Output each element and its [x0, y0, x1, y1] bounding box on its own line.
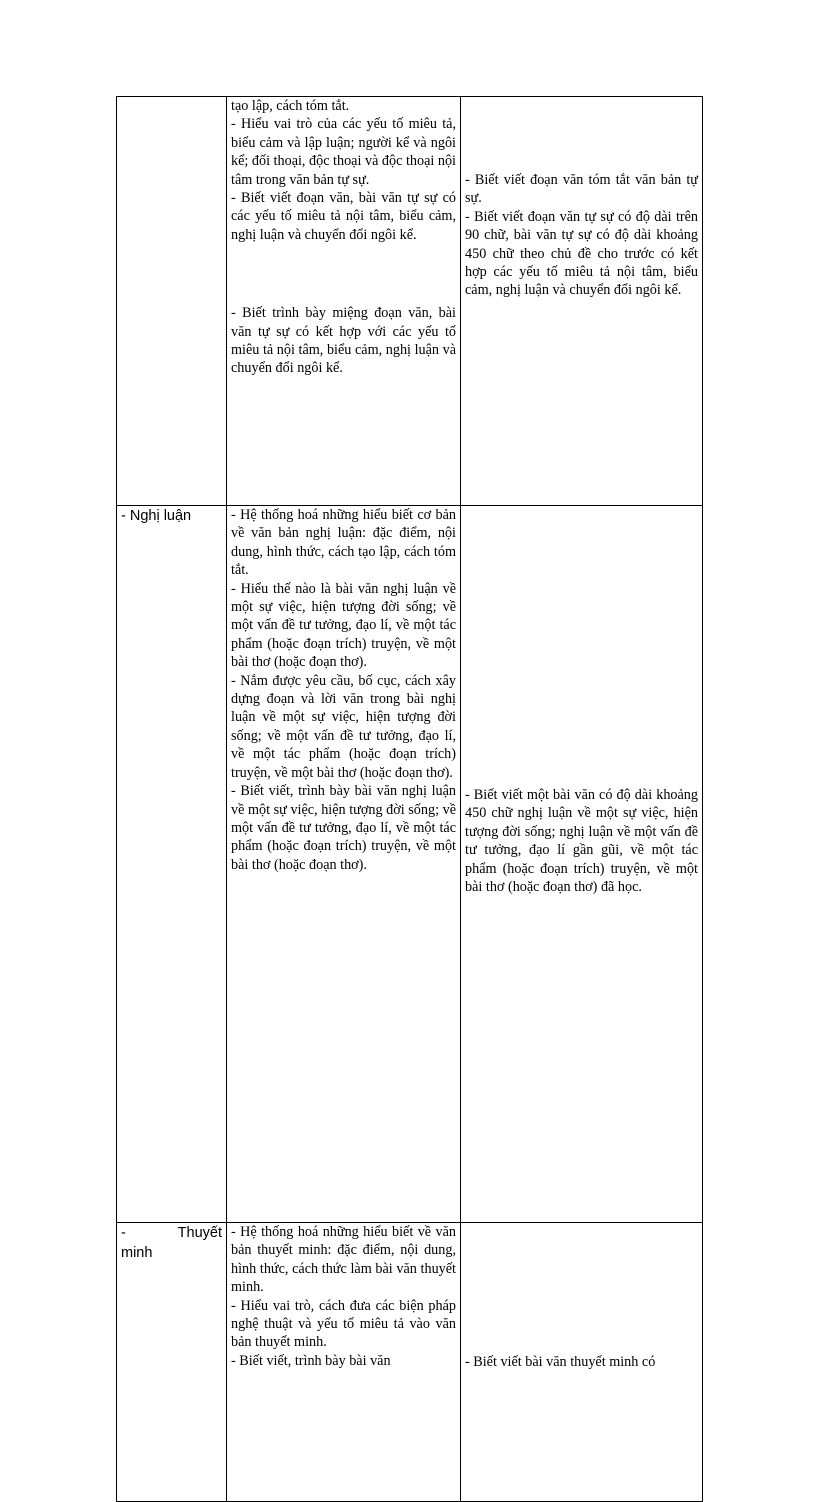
- table-row: [117, 97, 703, 506]
- outcome-item: - Biết viết đoạn văn tóm tắt văn bản tự sự.: [465, 172, 698, 207]
- table-row: [117, 506, 703, 1223]
- category-cell: [117, 1223, 227, 1502]
- requirement-item: - Hiểu thế nào là bài văn nghị luận về một sự việc, hiện tượng đời sống; về một vấn đề tư tưởng, đạo lí, về một tác phẩm (hoặc đoạn trích) truyện, về một bài thơ (hoặc đoạn thơ).: [231, 580, 456, 671]
- requirements-cell: [227, 97, 461, 506]
- outcomes-cell: [461, 1223, 703, 1502]
- category-label: - Nghị luận: [121, 508, 192, 524]
- outcomes-cell: [461, 506, 703, 1223]
- curriculum-table: [116, 96, 703, 1502]
- category-title-end: minh: [121, 1245, 153, 1261]
- requirement-item: - Biết viết, trình bày bài văn nghị luận về một sự việc, hiện tượng đời sống; về một vấn đề tư tưởng, đạo lí, về một tác phẩm (hoặc đoạn trích) truyện, về một bài thơ (hoặc đoạn thơ).: [231, 783, 456, 873]
- category-title-start: Thuyết: [177, 1225, 222, 1241]
- requirement-item: tạo lập, cách tóm tắt.: [231, 98, 350, 114]
- requirements-cell: [227, 506, 461, 1223]
- table-row: [117, 1223, 703, 1502]
- outcome-item: - Biết viết đoạn văn tự sự có độ dài trên 90 chữ, bài văn tự sự có độ dài khoảng 450 chữ theo chủ đề cho trước có kết hợp các yếu tố miêu tả nội tâm, biểu cảm, nghị luận và chuyển đổi ngôi kể.: [465, 208, 698, 299]
- requirement-item: - Hiểu vai trò, cách đưa các biện pháp nghệ thuật và yếu tố miêu tả vào văn bản thuyết minh.: [231, 1297, 456, 1351]
- requirement-item: - Nắm được yêu cầu, bố cục, cách xây dựng đoạn và lời văn trong bài nghị luận về một sự việc, hiện tượng đời sống; về một vấn đề tư tưởng, đạo lí, về một tác phẩm (hoặc đoạn trích) truyện, về một bài thơ (hoặc đoạn thơ).: [231, 672, 456, 781]
- category-label: [121, 1223, 222, 1243]
- category-cell: [117, 97, 227, 506]
- outcomes-cell: [461, 97, 703, 506]
- category-dash: -: [121, 1225, 126, 1241]
- requirements-cell: [227, 1223, 461, 1502]
- requirement-item: - Hệ thống hoá những hiểu biết về văn bản thuyết minh: đặc điểm, nội dung, hình thức, cách thức làm bài văn thuyết minh.: [231, 1224, 456, 1296]
- requirement-item: - Biết viết đoạn văn, bài văn tự sự có các yếu tố miêu tả nội tâm, biểu cảm, nghị luận và chuyển đổi ngôi kể.: [231, 190, 456, 243]
- requirement-item: - Hiểu vai trò của các yếu tố miêu tả, biểu cảm và lập luận; người kể và ngôi kể; đối thoại, độc thoại và độc thoại nội tâm trong văn bản tự sự.: [231, 116, 456, 188]
- outcome-item: - Biết viết bài văn thuyết minh có: [465, 1354, 656, 1370]
- requirement-item: - Biết viết, trình bày bài văn: [231, 1352, 391, 1369]
- category-cell: [117, 506, 227, 1223]
- requirement-item: - Hệ thống hoá những hiểu biết cơ bản về văn bản nghị luận: đặc điểm, nội dung, hình thức, cách tạo lập, cách tóm tắt.: [231, 507, 456, 579]
- requirement-item: - Biết trình bày miệng đoạn văn, bài văn tự sự có kết hợp với các yếu tố miêu tả nội tâm, biểu cảm, nghị luận và chuyển đổi ngôi kể.: [231, 305, 456, 377]
- outcome-item: - Biết viết một bài văn có độ dài khoảng 450 chữ nghị luận về một sự việc, hiện tượng đời sống; nghị luận về một vấn đề tư tưởng, đạo lí gần gũi, về một tác phẩm (hoặc đoạn trích) truyện, về một bài thơ (hoặc đoạn thơ) đã học.: [465, 787, 698, 896]
